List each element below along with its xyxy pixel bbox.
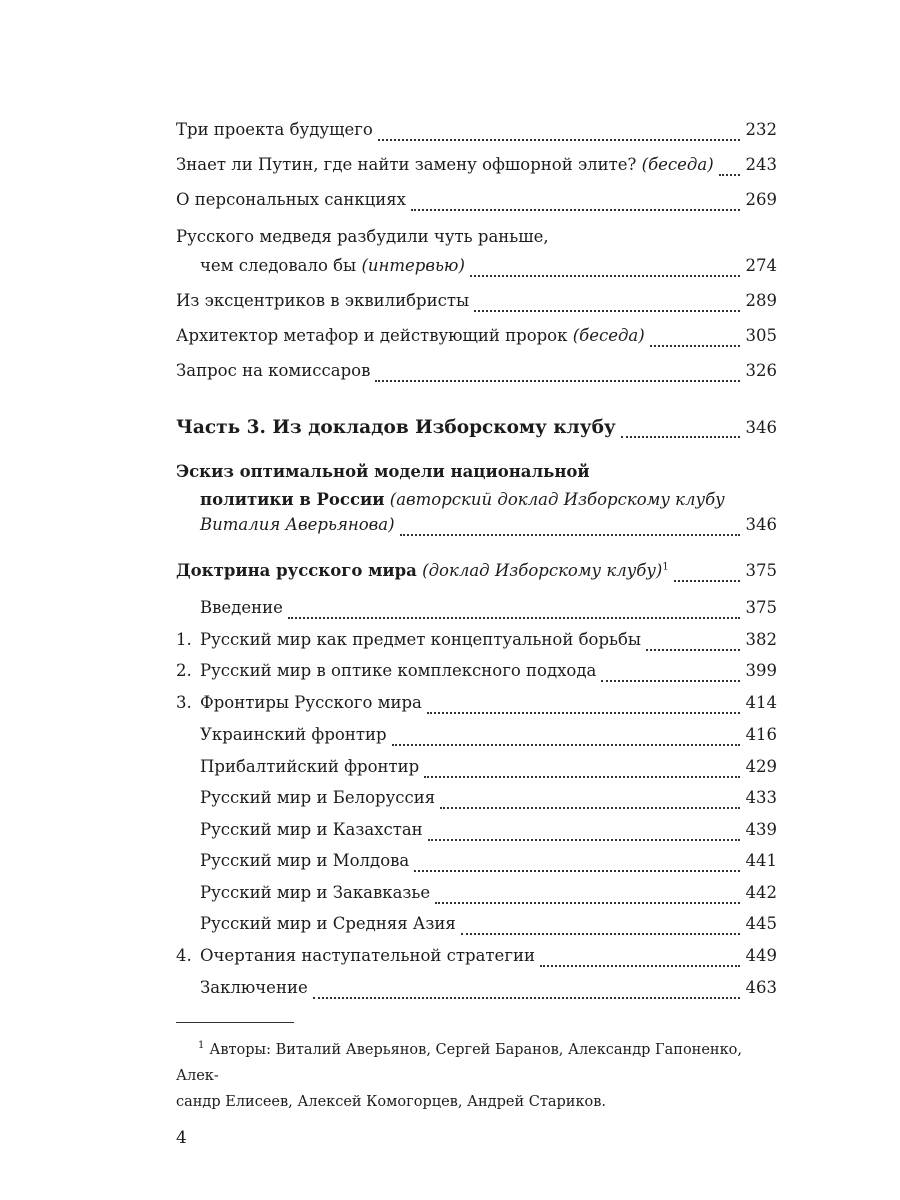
toc-entry-title: Введение — [200, 598, 283, 617]
toc-entry-note: (интервью) — [361, 256, 465, 275]
toc-entry-title-text: Знает ли Путин, где найти замену офшорной элите? — [176, 155, 637, 174]
toc-section-number: 1. — [176, 630, 192, 649]
toc-entry-title — [176, 326, 645, 345]
toc-entry-title: Прибалтийский фронтир — [200, 757, 420, 776]
toc-entry — [200, 820, 777, 850]
toc-entry — [176, 190, 777, 220]
toc-entry-page: 441 — [745, 851, 777, 870]
toc-entry — [200, 914, 777, 944]
dot-leader — [414, 869, 739, 872]
toc-entry-title: Русский мир как предмет концептуальной борьбы — [200, 630, 642, 649]
dot-leader — [674, 579, 740, 582]
toc-entry-title: Русский мир и Молдова — [200, 851, 410, 870]
footnote-rule — [176, 1022, 294, 1023]
toc-entry-title-line1: Русского медведя разбудили чуть раньше, — [176, 227, 549, 246]
dot-leader — [461, 932, 740, 935]
toc-section-title-line2 — [200, 490, 725, 509]
page-number: 4 — [176, 1128, 187, 1148]
toc-entry-title: Русский мир и Белоруссия — [200, 788, 436, 807]
footnote-mark: 1 — [198, 1040, 205, 1051]
toc-entry-title: Русский мир и Закавказье — [200, 883, 431, 902]
toc-entry-page: 433 — [745, 788, 777, 807]
toc-entry-page: 399 — [745, 661, 777, 680]
toc-section-heading — [176, 561, 777, 591]
dot-leader — [375, 379, 739, 382]
toc-entry — [200, 788, 777, 818]
toc-entry-note: (доклад Изборскому клубу) — [422, 561, 663, 580]
toc-section-title-bold: политики в России — [200, 490, 385, 509]
toc-entry-page: 375 — [745, 561, 777, 580]
toc-entry-page: 375 — [745, 598, 777, 617]
dot-leader — [392, 743, 740, 746]
footnote-text: Авторы: Виталий Аверьянов, Сергей Баранов, Александр Гапоненко, Алек- — [176, 1041, 742, 1084]
toc-entry-page: 429 — [745, 757, 777, 776]
toc-entry-title: Очертания наступательной стратегии — [200, 946, 535, 965]
toc-entry-title: Фронтиры Русского мира — [200, 693, 422, 712]
toc-entry-page: 346 — [745, 515, 777, 534]
toc-entry-page: 416 — [745, 725, 777, 744]
toc-section-title-bold: Доктрина русского мира — [176, 561, 417, 580]
toc-entry — [200, 757, 777, 787]
dot-leader — [400, 533, 740, 536]
toc-entry-page: 463 — [745, 978, 777, 997]
toc-entry-title: Русский мир и Казахстан — [200, 820, 423, 839]
toc-entry-note: (авторский доклад Изборскому клубу — [389, 490, 725, 509]
toc-entry-title: Русский мир в оптике комплексного подхода — [200, 661, 597, 680]
toc-entry-page: 449 — [745, 946, 777, 965]
toc-entry-title: Три проекта будущего — [176, 120, 373, 139]
dot-leader — [313, 996, 740, 999]
dot-leader — [474, 309, 739, 312]
toc-part-heading — [176, 417, 777, 447]
toc-entry — [200, 661, 777, 691]
toc-entry — [176, 120, 777, 150]
dot-leader — [288, 616, 740, 619]
toc-entry-page: 326 — [745, 361, 777, 380]
toc-entry — [200, 883, 777, 913]
toc-entry — [200, 256, 777, 286]
toc-entry-title: Запрос на комиссаров — [176, 361, 371, 380]
dot-leader — [621, 435, 740, 438]
dot-leader — [411, 208, 740, 211]
toc-entry-page: 445 — [745, 914, 777, 933]
dot-leader — [428, 838, 740, 841]
dot-leader — [440, 806, 739, 809]
footnote-reference: 1 — [662, 561, 669, 573]
toc-entry — [200, 851, 777, 881]
toc-entry — [200, 598, 777, 628]
toc-entry-page: 243 — [745, 155, 777, 174]
dot-leader — [435, 901, 739, 904]
toc-entry-note: (беседа) — [641, 155, 714, 174]
toc-section-number: 4. — [176, 946, 192, 965]
footnote-line2: сандр Елисеев, Алексей Комогорцев, Андрей Стариков. — [176, 1093, 607, 1110]
toc-entry — [176, 326, 777, 356]
dot-leader — [540, 964, 740, 967]
toc-entry — [200, 725, 777, 755]
dot-leader — [470, 274, 740, 277]
toc-entry-page: 289 — [745, 291, 777, 310]
toc-entry-page: 305 — [745, 326, 777, 345]
toc-part-title: Часть 3. Из докладов Изборскому клубу — [176, 417, 616, 438]
toc-section-number: 2. — [176, 661, 192, 680]
toc-entry-note: (беседа) — [572, 326, 645, 345]
dot-leader — [650, 344, 740, 347]
toc-entry — [176, 155, 777, 185]
toc-entry-page: 232 — [745, 120, 777, 139]
toc-entry-page: 442 — [745, 883, 777, 902]
toc-entry — [200, 693, 777, 723]
toc-section-number: 3. — [176, 693, 192, 712]
toc-entry-title — [200, 256, 465, 275]
dot-leader — [427, 711, 740, 714]
footnote-line1 — [176, 1033, 786, 1089]
dot-leader — [424, 775, 739, 778]
toc-entry-title-text: Архитектор метафор и действующий пророк — [176, 326, 568, 345]
toc-entry — [200, 630, 777, 660]
toc-entry-page: 269 — [745, 190, 777, 209]
toc-entry-page: 414 — [745, 693, 777, 712]
toc-entry-page: 382 — [745, 630, 777, 649]
toc-entry — [200, 946, 777, 976]
toc-section-title — [176, 561, 669, 580]
toc-entry-page: 274 — [745, 256, 777, 275]
toc-entry-title — [176, 155, 714, 174]
toc-entry — [176, 291, 777, 321]
dot-leader — [601, 679, 739, 682]
toc-entry-title: Русский мир и Средняя Азия — [200, 914, 456, 933]
dot-leader — [646, 648, 739, 651]
dot-leader — [378, 138, 740, 141]
toc-entry-page: 439 — [745, 820, 777, 839]
dot-leader — [719, 173, 740, 176]
toc-entry-note: Виталия Аверьянова) — [200, 515, 395, 534]
toc-entry — [200, 515, 777, 545]
toc-entry-page: 346 — [745, 418, 777, 437]
toc-entry-title: Украинский фронтир — [200, 725, 387, 744]
toc-entry-title: О персональных санкциях — [176, 190, 406, 209]
toc-entry-title: Из эксцентриков в эквилибристы — [176, 291, 470, 310]
footnote — [176, 1033, 786, 1115]
toc-entry-title-text: чем следовало бы — [200, 256, 357, 275]
toc-entry — [200, 978, 777, 1008]
toc-section-title-line1: Эскиз оптимальной модели национальной — [176, 462, 590, 481]
toc-entry-title: Заключение — [200, 978, 308, 997]
toc-entry — [176, 361, 777, 391]
